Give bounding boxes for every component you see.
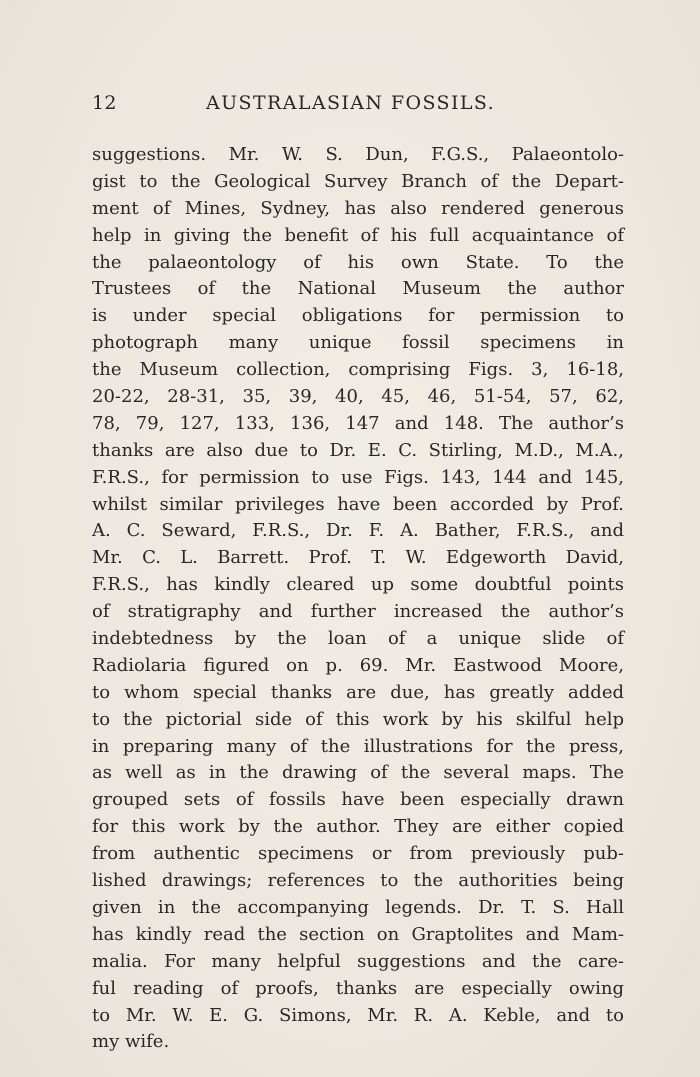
text-line: for this work by the author. They are either copied <box>92 816 624 838</box>
running-head <box>92 92 624 118</box>
text-line: as well as in the drawing of the several maps. The <box>92 762 624 784</box>
text-line: thanks are also due to Dr. E. C. Stirling, M.D., M.A., <box>92 439 624 461</box>
text-line: to whom special thanks are due, has greatly added <box>92 681 624 703</box>
text-line: grouped sets of fossils have been especially drawn <box>92 789 624 811</box>
text-line: has kindly read the section on Graptolites and Mam- <box>92 923 624 945</box>
text-line: given in the accompanying legends. Dr. T. S. Hall <box>92 896 624 918</box>
text-line: gist to the Geological Survey Branch of the Depart- <box>92 170 624 192</box>
text-line: lished drawings; references to the authorities being <box>92 870 624 892</box>
text-line: the palaeontology of his own State. To the <box>92 251 624 273</box>
text-line: to Mr. W. E. G. Simons, Mr. R. A. Keble, and to <box>92 1004 624 1026</box>
text-line: ful reading of proofs, thanks are especially owing <box>92 977 624 999</box>
text-line: Trustees of the National Museum the author <box>92 278 624 300</box>
text-line: to the pictorial side of this work by his skilful help <box>92 708 624 730</box>
text-line: help in giving the benefit of his full acquaintance of <box>92 224 624 246</box>
text-line: of stratigraphy and further increased the author’s <box>92 601 624 623</box>
text-line: photograph many unique fossil specimens in <box>92 332 624 354</box>
text-line: F.R.S., has kindly cleared up some doubtful points <box>92 574 624 596</box>
text-line: ment of Mines, Sydney, has also rendered generous <box>92 197 624 219</box>
page-number: 12 <box>92 92 117 114</box>
text-line: indebtedness by the loan of a unique slide of <box>92 628 624 650</box>
text-line: whilst similar privileges have been accorded by Prof. <box>92 493 624 515</box>
text-line: 78, 79, 127, 133, 136, 147 and 148. The author’s <box>92 412 624 434</box>
text-line: F.R.S., for permission to use Figs. 143, 144 and 145, <box>92 466 624 488</box>
text-line: 20-22, 28-31, 35, 39, 40, 45, 46, 51-54, 57, 62, <box>92 386 624 408</box>
text-line: suggestions. Mr. W. S. Dun, F.G.S., Palaeontolo- <box>92 144 624 165</box>
text-line: Mr. C. L. Barrett. Prof. T. W. Edgeworth David, <box>92 547 624 569</box>
text-line: A. C. Seward, F.R.S., Dr. F. A. Bather, F.R.S., and <box>92 520 624 542</box>
text-line: from authentic specimens or from previously pub- <box>92 843 624 865</box>
text-line: is under special obligations for permission to <box>92 305 624 327</box>
text-line: my wife. <box>92 1031 170 1053</box>
body-paragraph <box>92 142 624 1056</box>
running-title: AUSTRALASIAN FOSSILS. <box>206 92 496 114</box>
text-line: Radiolaria figured on p. 69. Mr. Eastwood Moore, <box>92 654 624 676</box>
text-line: in preparing many of the illustrations for the press, <box>92 735 624 757</box>
text-line: the Museum collection, comprising Figs. 3, 16-18, <box>92 359 624 381</box>
text-line: malia. For many helpful suggestions and the care- <box>92 950 624 972</box>
